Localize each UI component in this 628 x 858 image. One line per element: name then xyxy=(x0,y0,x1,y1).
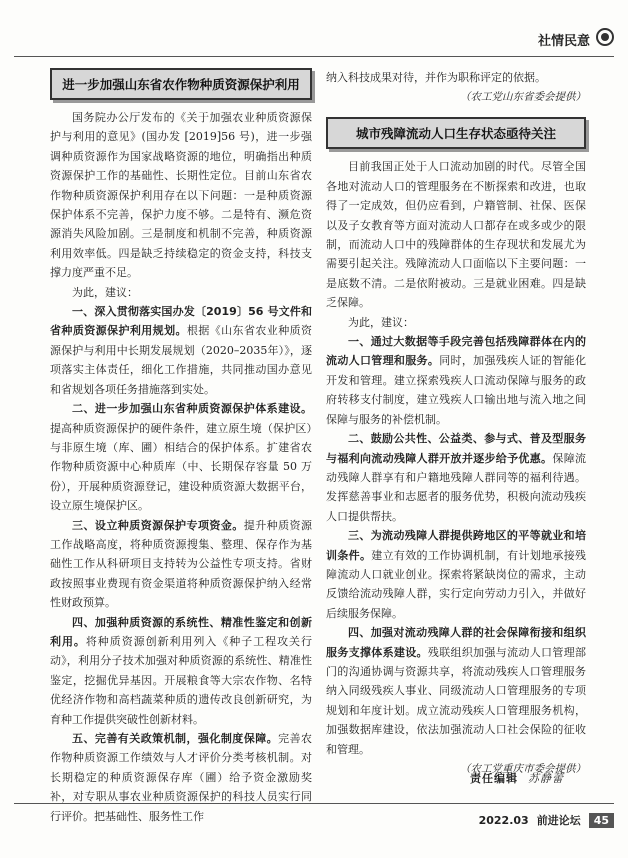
left-article-body xyxy=(50,108,312,826)
paragraph xyxy=(50,302,312,399)
continued-paragraph: 纳入科技成果对待，并作为职称评定的依据。 xyxy=(326,71,546,84)
paragraph xyxy=(50,613,312,729)
paragraph-text: 国务院办公厅发布的《关于加强农业种质资源保护与利用的意见》(国办发 [2019]56 号)，进一步强调种质资源作为国家战略资源的地位，明确指出种质资源保护工作的基础性、长期性定位。目前山东省农作物种质资源保护利用存在以下问题：一是种质资源保护体系不完善，保护力度不够。二是特有、濒危资源消失风险加剧。三是制度和机制不完善，种质资源利用效率低。四是缺乏持续稳定的资金支持，科技支撑力度严重不足。 xyxy=(50,111,312,280)
paragraph-text: 根据《山东省农业种质资源保护与利用中长期发展规划（2020–2035年）》，逐项落实主体责任，细化工作措施，共同推动国办意见和省规划各项任务措施落到实处。 xyxy=(50,324,313,396)
paragraph xyxy=(50,729,312,826)
paragraph-text: 提高种质资源保护的硬件条件，建立原生境（保护区）与非原生境（库、圃）相结合的保护体系。扩建省农作物种质资源中心种质库（中、长期保存容量 50 万份），开展种质资源登记，建设种质资源大数据平台，设立原生境保护区。 xyxy=(50,421,312,513)
issue-date: 2022.03 xyxy=(478,813,529,827)
header-rule xyxy=(14,56,614,57)
editor-label: 责任编辑 xyxy=(470,772,518,785)
section-title: 社情民意 xyxy=(537,34,590,49)
paragraph-text: 完善农作物种质资源工作绩效与人才评价分类考核机制。对长期稳定的种质资源保存库（圃）给予资金激励奖补，对专职从事农业种质资源保护的科技人员实行同行评价。把基础性、服务性工作 xyxy=(50,732,313,823)
paragraph-text: 建立有效的工作协调机制，有计划地承接残障流动人口就业创业。探索将紧缺岗位的需求，主动反馈给流动残障人群，实行定向劳动力引入，并做好后续服务保障。 xyxy=(326,548,587,620)
editor-credit xyxy=(470,770,564,786)
paragraph-lead: 四、加强对流动残障人群的社会保障衔接和组织服务支撑体系建设。 xyxy=(326,626,586,659)
paragraph xyxy=(326,429,586,526)
paragraph-lead: 二、鼓励公共性、公益类、参与式、普及型服务与福利向流动残障人群开放并逐步给予优惠。 xyxy=(326,432,586,465)
page-number: 45 xyxy=(589,813,614,828)
article-title-seed-resources: 进一步加强山东省农作物种质资源保护利用 xyxy=(50,68,312,100)
paragraph-lead: 二、进一步加强山东省种质资源保护体系建设。 xyxy=(72,402,312,416)
paragraph xyxy=(50,283,312,302)
paragraph xyxy=(50,399,312,515)
paragraph-text: 目前我国正处于人口流动加剧的时代。尽管全国各地对流动人口的管理服务在不断探索和改进，也取得了一定成效，但仍应看到，户籍管制、社保、医保以及子女教育等方面对流动人口都存在或多或少的限制，而流动人口中的残障群体的生存现状和发展尤为需要引起关注。残障流动人口面临以下主要问题：一是底数不清。二是依附被动。三是就业困难。四是缺乏保障。 xyxy=(326,160,586,310)
paragraph xyxy=(50,516,312,613)
paragraph-lead: 一、深入贯彻落实国办发〔2019〕56 号文件和省种质资源保护利用规划。 xyxy=(50,305,312,338)
paragraph-lead: 三、为流动残障人群提供跨地区的平等就业和培训条件。 xyxy=(326,529,586,562)
paragraph-lead: 五、完善有关政策机制，强化制度保障。 xyxy=(72,732,279,745)
paragraph-text: 为此，建议： xyxy=(348,315,414,329)
editor-name: 苏静蕾 xyxy=(528,772,564,785)
paragraph-text: 残联组织加强与流动人口管理部门的沟通协调与资源共享，将流动残疾人口管理服务纳入同级残疾人事业、同级流动人口管理服务的专项规划和年度计划。成立流动残疾人口管理服务机构，加强数据库建设，依法加强流动人口社会保险的征收和管理。 xyxy=(326,645,587,756)
paragraph xyxy=(326,526,586,623)
paragraph-text: 保障流动残障人群享有和户籍地残障人群同等的福利待遇。发挥慈善事业和志愿者的服务优势，积极向流动残疾人口提供帮扶。 xyxy=(326,451,587,523)
page-footer xyxy=(479,812,614,828)
section-logo-icon xyxy=(596,28,614,46)
page-header xyxy=(0,0,628,58)
article-source-chongqing: （农工党重庆市委会提供） xyxy=(460,763,586,775)
paragraph-lead: 三、设立种质资源保护专项资金。 xyxy=(72,518,244,532)
paragraph-lead: 一、通过大数据等手段完善包括残障群体在内的流动人口管理和服务。 xyxy=(326,335,586,368)
paragraph xyxy=(326,332,586,429)
paragraph xyxy=(326,313,586,332)
paragraph xyxy=(326,623,586,759)
left-column xyxy=(50,68,312,826)
paragraph-text: 为此，建议： xyxy=(72,285,138,299)
magazine-name: 前进论坛 xyxy=(536,814,581,827)
footer-rule xyxy=(14,803,614,804)
paragraph xyxy=(326,157,586,312)
paragraph-lead: 四、加强种质资源的系统性、精准性鉴定和创新利用。 xyxy=(50,615,312,648)
article-source-shandong: （农工党山东省委会提供） xyxy=(460,91,586,104)
paragraph xyxy=(50,108,312,283)
paragraph-text: 提升种质资源工作战略高度，将种质资源搜集、整理、保存作为基础性工作从科研项目支持转为公益性专项支持。省财政按照事业费现有资金渠道将种质资源保护纳入经常性财政预算。 xyxy=(50,518,312,610)
paragraph-text: 同时，加强残疾人证的智能化开发和管理。建立探索残疾人口流动保障与服务的政府转移支付制度，建立残疾人口输出地与流入地之间保障与服务的补偿机制。 xyxy=(326,354,587,426)
paragraph-text: 将种质资源创新利用列入《种子工程攻关行动》，利用分子技术加强对种质资源的系统性、精准性鉴定，挖掘优异基因。开展粮食等大宗农作物、名特优经济作物和高档蔬菜种质的遗传改良创新研究，为育种工作提供突破性创新材料。 xyxy=(50,634,313,726)
article-title-disabled-migrants: 城市残障流动人口生存状态亟待关注 xyxy=(326,117,586,149)
right-column xyxy=(326,68,586,779)
right-article-body xyxy=(326,157,586,759)
